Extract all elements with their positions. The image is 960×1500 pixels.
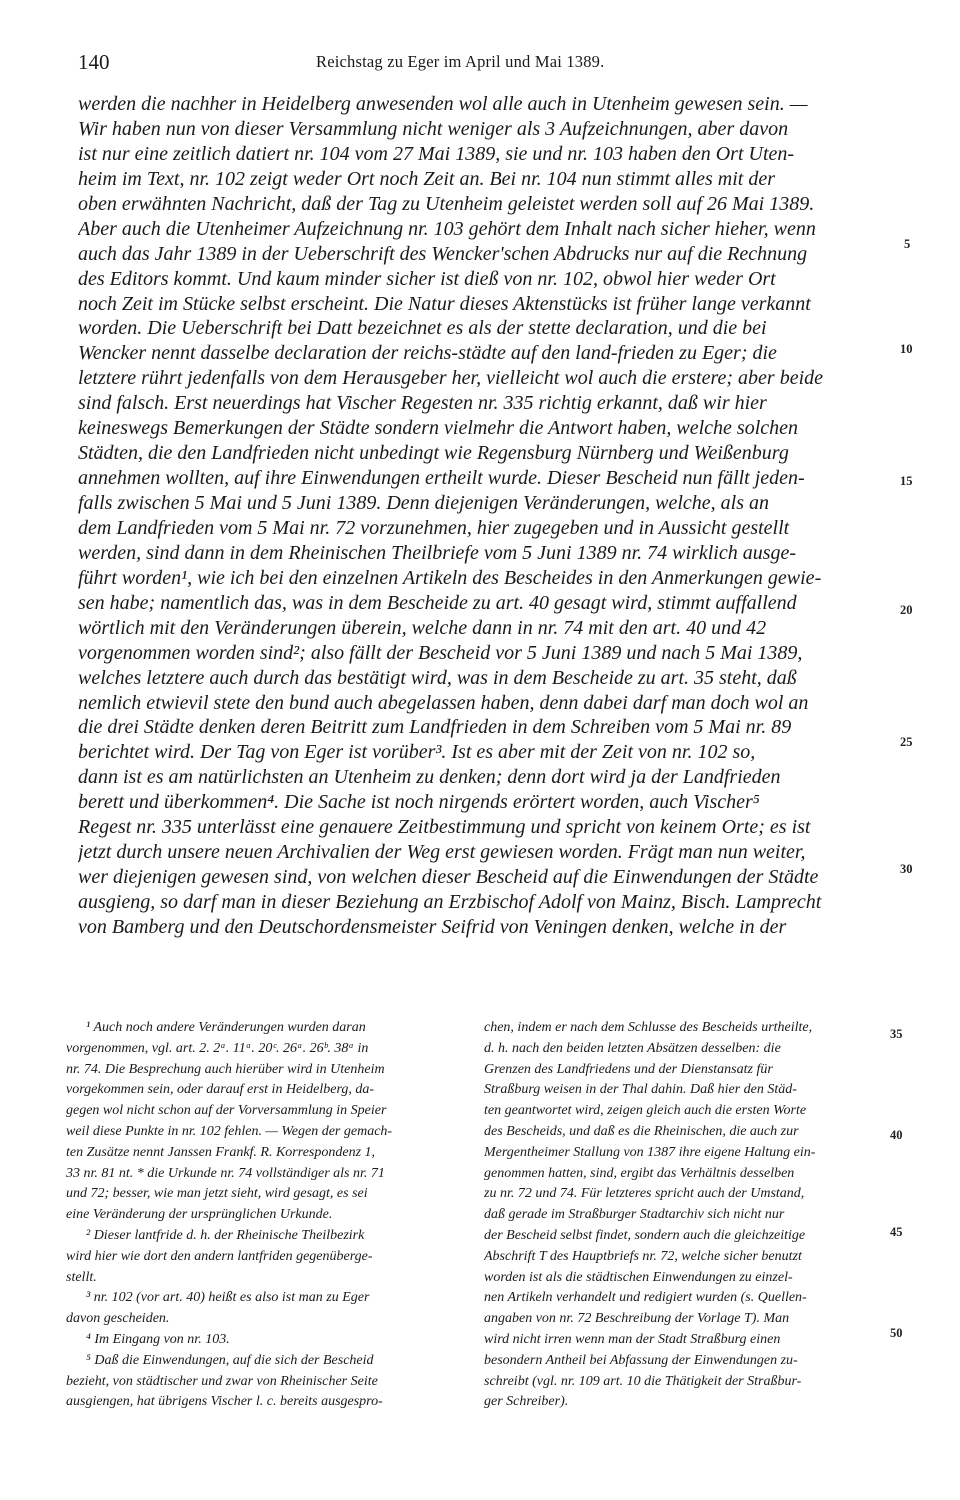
margin-line-number: 35 (890, 1027, 903, 1041)
footnote-line: davon gescheiden. (66, 1311, 170, 1327)
footnote-line: ¹ Auch noch andere Veränderungen wurden daran (86, 1020, 366, 1035)
footnote-line: gegen wol nicht schon auf der Vorversammlung in Speier (66, 1103, 387, 1119)
footnote-line: Grenzen des Landfriedens und der Dienstansatz für (484, 1061, 773, 1077)
footnote-line: wird nicht irren wenn man der Stadt Straßburg einen (484, 1331, 781, 1347)
text-line: vorgenommen worden sind²; also fällt der Bescheid vor 5 Juni 1389 und nach 5 Mai 1389, (78, 641, 803, 664)
footnote-line: ³ nr. 102 (vor art. 40) heißt es also ist man zu Eger (86, 1290, 370, 1306)
margin-line-number: 20 (900, 603, 913, 617)
footnote-line: daß gerade im Straßburger Stadtarchiv sich nicht nur (484, 1207, 785, 1223)
footnote-line: worden ist als die städtischen Einwendungen zu einzel- (484, 1269, 793, 1285)
margin-line-number: 45 (890, 1225, 903, 1239)
footnotes-right-column (484, 1018, 888, 1413)
footnote-line: Straßburg weisen in der Thal dahin. Daß hier den Städ- (484, 1082, 797, 1098)
footnote-line: nen Artikeln verhandelt und redigiert wurden (s. Quellen- (484, 1290, 807, 1306)
page-number: 140 (78, 50, 110, 74)
footnote-line: ten Zusätze nennt Janssen Frankf. R. Korrespondenz 1, (66, 1144, 376, 1160)
footnote-line: ² Dieser lantfride d. h. der Rheinische Theilbezirk (86, 1227, 365, 1243)
text-line: dem Landfrieden vom 5 Mai nr. 72 vorzunehmen, hier zugegeben und in Aussicht gestellt (78, 516, 790, 539)
text-line: falls zwischen 5 Mai und 5 Juni 1389. Denn diejenigen Veränderungen, welche, als an (78, 492, 770, 514)
text-line: Wir haben nun von dieser Versammlung nicht weniger als 3 Aufzeichnungen, aber davon (78, 117, 789, 140)
text-line: berichtet wird. Der Tag von Eger ist vorüber³. Ist es aber mit der Zeit von nr. 102 so, (78, 741, 756, 764)
footnote-line: 33 nr. 81 nt. * die Urkunde nr. 74 vollständiger als nr. 71 (66, 1165, 385, 1181)
footnote-line: besondern Antheil bei Abfassung der Einwendungen zu- (484, 1352, 798, 1368)
margin-line-number: 30 (900, 862, 913, 876)
text-line: welches letztere auch durch das bestätigt wird, was in dem Bescheide zu art. 35 steht, daß (78, 666, 797, 689)
text-line: Aber auch die Utenheimer Aufzeichnung nr. 103 gehört dem Inhalt nach sicher hieher, wenn (78, 217, 816, 240)
running-head: Reichstag zu Eger im April und Mai 1389. (316, 52, 605, 71)
footnote-line: stellt. (66, 1269, 97, 1285)
margin-line-number: 10 (900, 342, 913, 356)
text-line: keineswegs Bemerkungen der Städte sondern vielmehr die Antwort haben, welche solchen (78, 417, 799, 440)
text-line: von Bamberg und den Deutschordensmeister Seifrid von Veningen denken, welche in der (78, 915, 787, 938)
text-line: Städten, die den Landfrieden nicht unbedingt wie Regensburg Nürnberg und Weißenburg (78, 442, 789, 465)
footnote-line: ger Schreiber). (484, 1394, 569, 1410)
text-line: jetzt durch unsere neuen Archivalien der Weg erst gewiesen worden. Frägt man nun weiter, (78, 841, 806, 864)
footnote-line: des Bescheids, und daß es die Rheinischen, die auch zur (484, 1123, 799, 1139)
footnote-line: und 72; besser, wie man jetzt sieht, wird gesagt, es sei (66, 1186, 368, 1202)
footnote-line: Mergentheimer Stallung von 1387 ihre eigene Haltung ein- (484, 1144, 816, 1160)
main-text (78, 92, 896, 940)
text-line: ausgieng, so darf man in dieser Beziehung an Erzbischof Adolf von Mainz, Bisch. Lamprecht (78, 891, 822, 913)
footnote-line: ⁴ Im Eingang von nr. 103. (86, 1331, 230, 1347)
margin-line-number: 15 (900, 474, 913, 488)
text-line: oben erwähnten Nachricht, daß der Tag zu Utenheim geleistet werden soll auf 26 Mai 1389. (78, 192, 815, 215)
footnote-line: genommen hatten, sind, ergibt das Verhältnis desselben (484, 1165, 795, 1181)
page-header (78, 50, 896, 80)
margin-line-number: 40 (890, 1128, 903, 1142)
text-line: auch das Jahr 1389 in der Ueberschrift des Wencker'schen Abdrucks nur auf die Rechnung (78, 242, 808, 265)
footnote-line: zu nr. 72 und 74. Für letzteres spricht auch der Umstand, (484, 1186, 805, 1202)
text-line: berett und überkommen⁴. Die Sache ist noch nirgends erörtert worden, auch Vischer⁵ (78, 791, 760, 814)
footnote-line: weil diese Punkte in nr. 102 fehlen. — Wegen der gemach- (66, 1123, 393, 1139)
text-line: dann ist es am natürlichsten an Utenheim zu denken; denn dort wird ja der Landfrieden (78, 766, 781, 789)
text-line: wörtlich mit den Veränderungen überein, welche dann in nr. 74 mit den art. 40 und 42 (78, 616, 767, 639)
footnote-line: bezieht, von städtischer und zwar von Rheinischer Seite (66, 1373, 378, 1389)
margin-line-number: 25 (900, 735, 913, 749)
footnote-line: ⁵ Daß die Einwendungen, auf die sich der Bescheid (86, 1352, 374, 1368)
footnote-line: eine Veränderung der ursprünglichen Urkunde. (66, 1207, 333, 1223)
text-line: heim im Text, nr. 102 zeigt weder Ort noch Zeit an. Bei nr. 104 nun stimmt alles mit der (78, 167, 776, 190)
footnote-line: chen, indem er nach dem Schlusse des Bescheids urtheilte, (484, 1020, 813, 1035)
text-line: letztere rührt jedenfalls von dem Herausgeber her, vielleicht wol auch die erstere; aber beide (78, 367, 823, 390)
footnotes-left-column (66, 1018, 462, 1413)
text-line: werden die nachher in Heidelberg anwesenden wol alle auch in Utenheim gewesen sein. — (78, 93, 808, 115)
text-line: sen habe; namentlich das, was in dem Bescheide zu art. 40 gesagt wird, stimmt auffallend (78, 591, 797, 614)
footnote-line: vorgekommen sein, oder darauf erst in Heidelberg, da- (66, 1082, 375, 1098)
text-line: wer diejenigen gewesen sind, von welchen dieser Bescheid auf die Einwendungen der Städte (78, 866, 819, 889)
text-line: die drei Städte denken deren Beitritt zum Landfrieden in dem Schreiben vom 5 Mai nr. 89 (78, 716, 792, 739)
text-line: annehmen wollten, auf ihre Einwendungen ertheilt wurde. Dieser Bescheid nun fällt jeden- (78, 467, 805, 490)
text-line: werden, sind dann in dem Rheinischen Theilbriefe vom 5 Juni 1389 nr. 74 wirklich ausge- (78, 541, 797, 564)
footnote-line: d. h. nach den beiden letzten Absätzen desselben: die (484, 1040, 781, 1056)
footnote-line: ten geantwortet wird, zeigen gleich auch die ersten Worte (484, 1103, 807, 1119)
footnote-line: schreibt (vgl. nr. 109 art. 10 die Thätigkeit der Straßbur- (484, 1373, 802, 1389)
text-line: Wencker nennt dasselbe declaration der reichs-städte auf den land-frieden zu Eger; die (78, 342, 777, 365)
text-line: führt worden¹, wie ich bei den einzelnen Artikeln des Bescheides in den Anmerkungen gewie- (78, 566, 822, 589)
text-line: noch Zeit im Stücke selbst erscheint. Die Natur dieses Aktenstücks ist früher lange verkannt (78, 292, 811, 315)
footnote-line: nr. 74. Die Besprechung auch hierüber wird in Utenheim (66, 1061, 385, 1077)
footnote-line: ausgiengen, hat übrigens Vischer l. c. bereits ausgespro- (66, 1394, 383, 1410)
text-line: des Editors kommt. Und kaum minder sicher ist dieß von nr. 102, obwol hier weder Ort (78, 267, 776, 290)
footnote-line: wird hier wie dort den andern lantfriden gegenüberge- (66, 1248, 373, 1264)
text-line: nemlich etwievil stete den bund auch abegelassen haben, denn dabei darf man doch wol an (78, 691, 809, 714)
footnote-line: vorgenommen, vgl. art. 2. 2ᵃ. 11ᵃ. 20ᶜ. 26ᵃ. 26ᵇ. 38ᵃ in (66, 1040, 369, 1056)
margin-line-number: 50 (890, 1326, 903, 1340)
footnote-line: der Bescheid selbst findet, sondern auch die gleichzeitige (484, 1227, 806, 1243)
text-line: worden. Die Ueberschrift bei Datt bezeichnet es als der stette declaration, und die bei (78, 317, 767, 340)
margin-line-number: 5 (904, 237, 911, 251)
text-line: ist nur eine zeitlich datiert nr. 104 vom 27 Mai 1389, sie und nr. 103 haben den Ort Uten- (78, 142, 795, 165)
footnote-line: angaben von nr. 72 Beschreibung der Vorlage T). Man (484, 1311, 790, 1327)
footnote-line: Abschrift T des Hauptbriefs nr. 72, welche sicher benutzt (484, 1248, 802, 1264)
text-line: Regest nr. 335 unterlässt eine genauere Zeitbestimmung und spricht von keinem Orte; es ist (78, 816, 811, 839)
text-line: sind falsch. Erst neuerdings hat Vischer Regesten nr. 335 richtig erkannt, daß wir hier (78, 392, 767, 415)
